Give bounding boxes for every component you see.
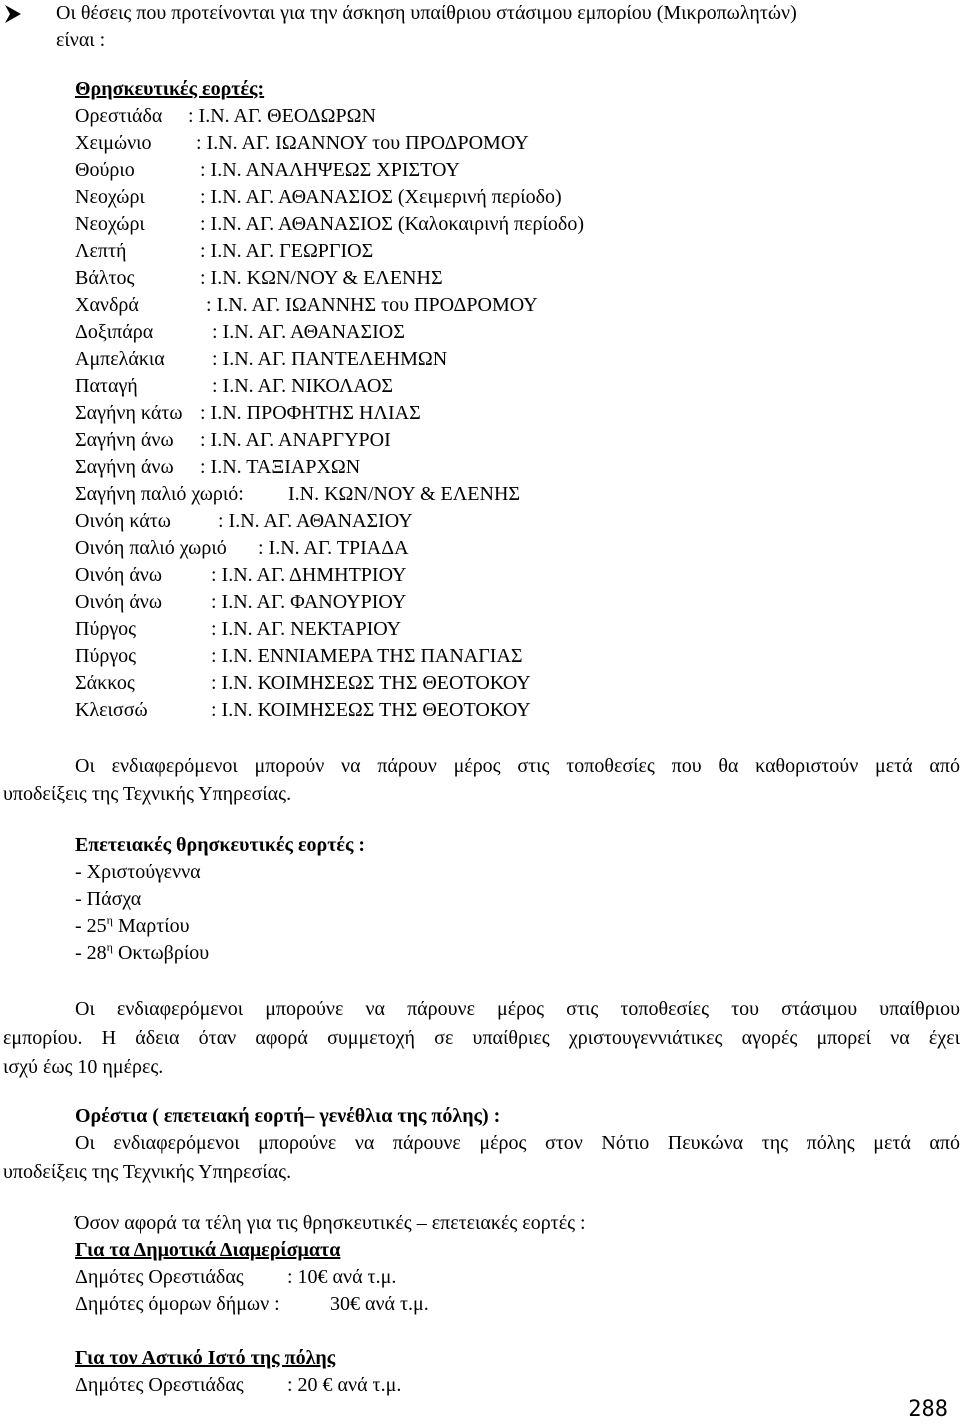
church: : Ι.Ν. ΑΓ. ΠΑΝΤΕΛΕΗΜΩΝ: [212, 348, 448, 370]
church: : Ι.Ν. ΑΓ. ΓΕΩΡΓΙΟΣ: [200, 240, 374, 262]
list-item: [75, 211, 584, 238]
paragraph-line: υποδείξεις της Τεχνικής Υπηρεσίας.: [3, 1161, 292, 1183]
section-heading: Θρησκευτικές εορτές:: [75, 78, 265, 100]
church: : Ι.Ν. ΑΓ. ΙΩΑΝΝΗΣ του ΠΡΟΔΡΟΜΟΥ: [206, 294, 538, 316]
church: : Ι.Ν. ΑΓ. ΑΝΑΡΓΥΡΟΙ: [200, 429, 391, 451]
church: : Ι.Ν. ΚΟΙΜΗΣΕΩΣ ΤΗΣ ΘΕΟΤΟΚΟΥ: [211, 699, 531, 721]
place: Θούριο: [75, 159, 135, 181]
list-item: [75, 265, 443, 292]
place: Ορεστιάδα: [75, 105, 163, 127]
place: Οινόη άνω: [75, 564, 163, 586]
list-item: [75, 157, 460, 184]
church: : Ι.Ν. ΑΓ. ΑΘΑΝΑΣΙΟΣ (Καλοκαιρινή περίοδο): [200, 213, 584, 235]
page-number: 288: [908, 1397, 948, 1422]
list-item: - Πάσχα: [75, 888, 142, 910]
church: : Ι.Ν. ΤΑΞΙΑΡΧΩΝ: [200, 456, 361, 478]
list-item: [75, 697, 531, 724]
paragraph-locations: [3, 752, 960, 808]
place: Κλεισσώ: [75, 699, 148, 721]
place: Οινόη άνω: [75, 591, 163, 613]
place: Σαγήνη άνω: [75, 456, 174, 478]
place: Πύργος: [75, 645, 137, 667]
annual-holidays-section: [75, 832, 365, 967]
paragraph-line: Οι ενδιαφερόμενοι μπορούν να πάρουν μέρος στις τοποθεσίες που θα καθοριστούν μετά από: [75, 755, 960, 777]
districts-heading: Για τα Δημοτικά Διαμερίσματα: [75, 1239, 341, 1261]
church: : Ι.Ν. ΑΓ. ΤΡΙΑΔΑ: [258, 537, 409, 559]
list-item: - $25^\eta$ Μαρτίου: [75, 913, 190, 937]
city-heading: Για τον Αστικό Ιστό της πόλης: [75, 1347, 336, 1369]
list-item: [75, 373, 394, 400]
list-item: [75, 319, 405, 346]
church: : Ι.Ν. ΑΓ. ΦΑΝΟΥΡΙΟΥ: [211, 591, 407, 613]
intro-line-2: είναι :: [56, 29, 106, 51]
fee-row-label: Δημότες όμορων δήμων :: [75, 1293, 280, 1315]
place: Οινόη κάτω: [75, 510, 171, 532]
place: Οινόη παλιό χωριό: [75, 537, 227, 559]
list-item: [75, 643, 523, 670]
church: : Ι.Ν. ΑΓ. ΙΩΑΝΝΟΥ του ΠΡΟΔΡΟΜΟΥ: [196, 132, 529, 154]
fees-intro: Όσον αφορά τα τέλη για τις θρησκευτικές – επετειακές εορτές :: [75, 1212, 586, 1234]
list-item: [75, 184, 562, 211]
place: Λεπτή: [75, 240, 127, 262]
section-heading: Επετειακές θρησκευτικές εορτές :: [75, 834, 366, 856]
place: Βάλτος: [75, 267, 135, 289]
church: : Ι.Ν. ΕΝΝΙΑΜΕΡΑ ΤΗΣ ΠΑΝΑΓΙΑΣ: [211, 645, 523, 667]
paragraph-line: Οι ενδιαφερόμενοι μπορούνε να πάρουνε μέρος στον Νότιο Πευκώνα της πόλης μετά από: [75, 1132, 960, 1154]
fee-row-value: : 20 € ανά τ.μ.: [287, 1374, 402, 1396]
fee-row-value: 30€ ανά τ.μ.: [330, 1293, 429, 1315]
place: Νεοχώρι: [75, 186, 145, 208]
church: : Ι.Ν. ΑΝΑΛΗΨΕΩΣ ΧΡΙΣΤΟΥ: [200, 159, 460, 181]
church: : Ι.Ν. ΑΓ. ΑΘΑΝΑΣΙΟΥ: [218, 510, 413, 532]
church: : Ι.Ν. ΑΓ. ΝΕΚΤΑΡΙΟΥ: [211, 618, 402, 640]
church: : Ι.Ν. ΠΡΟΦΗΤΗΣ ΗΛΙΑΣ: [200, 402, 421, 424]
place: Σάκκος: [75, 672, 135, 694]
list-item: [75, 130, 529, 157]
paragraph-orestia: [3, 1129, 960, 1187]
place: Πύργος: [75, 618, 137, 640]
place: Δοξιπάρα: [75, 321, 154, 343]
place: Σαγήνη κάτω: [75, 402, 183, 424]
church: : Ι.Ν. ΑΓ. ΔΗΜΗΤΡΙΟΥ: [211, 564, 407, 586]
place: Σαγήνη άνω: [75, 429, 174, 451]
list-item: [75, 400, 421, 427]
list-item: [75, 589, 407, 616]
list-item: [75, 535, 409, 562]
paragraph-christmas-markets: [3, 995, 960, 1082]
place: Παταγή: [75, 375, 138, 397]
list-item: - $28^\eta$ Οκτωβρίου: [75, 940, 210, 964]
religious-holidays-section: [75, 76, 584, 724]
fee-row-value: : 10€ ανά τ.μ.: [287, 1266, 397, 1288]
list-item: [75, 481, 521, 508]
church: Ι.Ν. ΚΩΝ/ΝΟΥ & ΕΛΕΝΗΣ: [288, 483, 521, 505]
church: : Ι.Ν. ΑΓ. ΑΘΑΝΑΣΙΟΣ: [212, 321, 405, 343]
list-item: [75, 508, 413, 535]
place: Νεοχώρι: [75, 213, 145, 235]
list-item: [75, 616, 402, 643]
church: : Ι.Ν. ΚΩΝ/ΝΟΥ & ΕΛΕΝΗΣ: [200, 267, 443, 289]
list-item: [75, 292, 538, 319]
church: : Ι.Ν. ΚΟΙΜΗΣΕΩΣ ΤΗΣ ΘΕΟΤΟΚΟΥ: [211, 672, 531, 694]
religious-heading: [75, 76, 264, 103]
paragraph-line: Οι ενδιαφερόμενοι μπορούνε να πάρουνε μέρος στις τοποθεσίες του στάσιμου υπαίθριου: [75, 998, 960, 1020]
list-item: [75, 454, 361, 481]
orestia-heading: Ορέστια ( επετειακή εορτή– γενέθλια της πόλης) :: [75, 1105, 501, 1127]
list-item: - Χριστούγεννα: [75, 861, 201, 883]
fee-row-label: Δημότες Ορεστιάδας: [75, 1374, 244, 1396]
list-item: [75, 238, 374, 265]
arrow-bullet-icon: [3, 4, 23, 24]
place: Χειμώνιο: [75, 132, 152, 154]
paragraph-line: ισχύ έως 10 ημέρες.: [3, 1056, 164, 1078]
fee-row-label: Δημότες Ορεστιάδας: [75, 1266, 244, 1288]
list-item: [75, 346, 448, 373]
list-item: [75, 103, 376, 130]
place: Αμπελάκια: [75, 348, 165, 370]
church: : Ι.Ν. ΑΓ. ΑΘΑΝΑΣΙΟΣ (Χειμερινή περίοδο): [200, 186, 562, 208]
list-item: [75, 427, 391, 454]
church: : Ι.Ν. ΑΓ. ΘΕΟΔΩΡΩΝ: [188, 105, 376, 127]
paragraph-line: υποδείξεις της Τεχνικής Υπηρεσίας.: [3, 783, 292, 805]
place: Χανδρά: [75, 294, 139, 316]
list-item: [75, 562, 407, 589]
intro-line-1: Οι θέσεις που προτείνονται για την άσκηση υπαίθριου στάσιμου εμπορίου (Μικροπωλητών): [56, 2, 797, 24]
church: : Ι.Ν. ΑΓ. ΝΙΚΟΛΑΟΣ: [212, 375, 394, 397]
list-item: [75, 670, 531, 697]
place: Σαγήνη παλιό χωριό:: [75, 483, 244, 505]
paragraph-line: εμπορίου. Η άδεια όταν αφορά συμμετοχή σε υπαίθριες χριστουγεννιάτικες αγορές μπορεί να έχει: [3, 1027, 960, 1049]
